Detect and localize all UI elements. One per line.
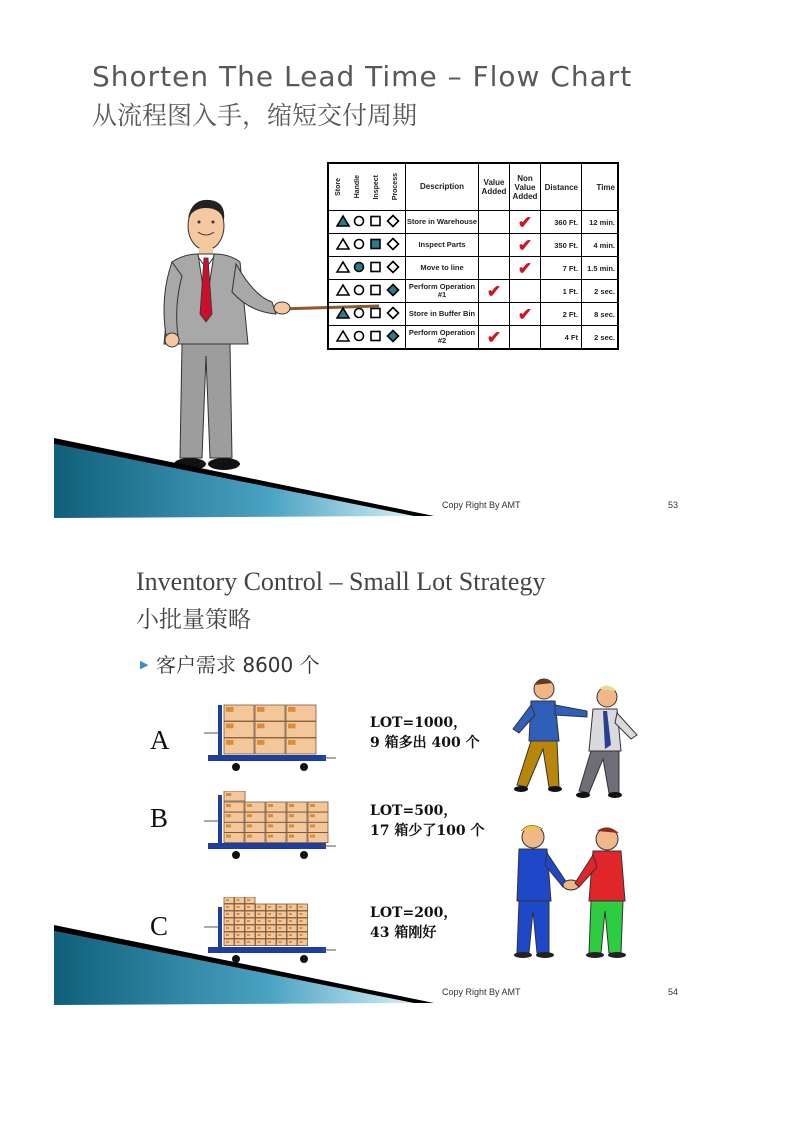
footer-copyright: Copy Right By AMT — [442, 500, 521, 510]
box-label — [247, 913, 250, 915]
box-label — [289, 814, 294, 817]
time-cell: 8 sec. — [582, 303, 619, 326]
box-label — [288, 740, 296, 745]
box — [266, 822, 286, 832]
process-diamond-icon — [388, 308, 399, 319]
check-icon: ✔ — [517, 304, 533, 324]
page-number: 53 — [668, 500, 679, 510]
box-label — [247, 920, 250, 922]
box-label — [257, 740, 265, 745]
symbol-cell — [328, 303, 406, 326]
box-label — [268, 920, 271, 922]
value-added-cell — [479, 257, 510, 280]
description-cell: Move to line — [406, 257, 479, 280]
description-cell: Store in Buffer Bin — [406, 303, 479, 326]
box — [224, 822, 244, 832]
check-icon: ✔ — [486, 327, 502, 347]
value-added-cell — [479, 303, 510, 326]
process-symbols — [329, 257, 405, 277]
slide-54 — [54, 545, 694, 1005]
decorative-swoosh — [54, 925, 454, 1005]
handle-circle-icon — [355, 217, 364, 226]
time-cell: 2 sec. — [582, 280, 619, 303]
process-symbols — [329, 303, 405, 323]
box-label — [226, 899, 229, 901]
store-triangle-icon — [337, 262, 349, 272]
box — [245, 822, 265, 832]
box — [308, 822, 328, 832]
box-label — [268, 913, 271, 915]
process-symbols — [329, 326, 405, 346]
box-label — [268, 804, 273, 807]
header-store: Store — [335, 178, 342, 196]
box-label — [247, 899, 250, 901]
non-value-added-cell — [510, 280, 541, 303]
arguing-men-illustration — [509, 675, 644, 805]
box-label — [258, 920, 261, 922]
distance-cell: 7 Ft. — [541, 257, 582, 280]
symbol-headers — [328, 163, 406, 211]
handle-circle-icon — [355, 286, 364, 295]
process-diamond-icon — [388, 331, 399, 342]
handle-circle-icon — [355, 309, 364, 318]
description-cell: Perform Operation #1 — [406, 280, 479, 303]
slide-53 — [54, 58, 694, 518]
box-label — [288, 707, 296, 712]
value-added-cell — [479, 234, 510, 257]
value-added-cell — [479, 211, 510, 234]
description-cell: Inspect Parts — [406, 234, 479, 257]
footer-copyright: Copy Right By AMT — [442, 987, 521, 997]
handle-circle-icon — [355, 263, 364, 272]
header-value-added: Value Added — [479, 163, 510, 211]
box-label — [310, 814, 315, 817]
distance-cell: 350 Ft. — [541, 234, 582, 257]
option-a-text — [370, 713, 480, 753]
store-triangle-icon — [337, 239, 349, 249]
box-label — [279, 913, 282, 915]
box-label — [289, 835, 294, 838]
box-label — [289, 804, 294, 807]
non-value-added-cell — [510, 234, 541, 257]
pallet-cart-b — [204, 791, 339, 861]
non-value-added-cell — [510, 303, 541, 326]
box-label — [258, 906, 261, 908]
process-symbols — [329, 234, 405, 254]
table-header-row — [328, 163, 618, 211]
slide-subtitle: 从流程图入手，缩短交付周期 — [92, 101, 418, 130]
box-label — [268, 835, 273, 838]
description-cell: Store in Warehouse — [406, 211, 479, 234]
time-cell: 2 sec. — [582, 326, 619, 350]
value-added-cell — [479, 280, 510, 303]
process-diamond-icon — [388, 262, 399, 273]
box-label — [310, 804, 315, 807]
box-label — [300, 920, 303, 922]
box-label — [258, 913, 261, 915]
decorative-swoosh — [54, 438, 454, 518]
box — [287, 812, 307, 822]
box-label — [257, 707, 265, 712]
slide-subtitle: 小批量策略 — [136, 607, 251, 633]
box-label — [226, 707, 234, 712]
handshake-illustration — [509, 821, 634, 961]
box-label — [226, 913, 229, 915]
header-description: Description — [406, 163, 479, 211]
box — [224, 812, 244, 822]
header-time: Time — [582, 163, 619, 211]
header-distance: Distance — [541, 163, 582, 211]
box-label — [247, 814, 252, 817]
table-row — [328, 234, 618, 257]
option-b-line2: 17 箱少了100 个 — [370, 823, 485, 839]
box-label — [237, 920, 240, 922]
symbol-cell — [328, 326, 406, 350]
symbol-cell — [328, 234, 406, 257]
table-row — [328, 326, 618, 350]
box-label — [279, 920, 282, 922]
symbol-cell — [328, 257, 406, 280]
box-label — [226, 824, 231, 827]
box-label — [300, 913, 303, 915]
time-cell: 12 min. — [582, 211, 619, 234]
box-label — [268, 824, 273, 827]
option-a-letter: A — [150, 725, 170, 755]
process-symbols — [329, 280, 405, 300]
time-cell: 4 min. — [582, 234, 619, 257]
store-triangle-icon — [337, 216, 349, 226]
box-label — [289, 824, 294, 827]
check-icon: ✔ — [517, 258, 533, 278]
box — [266, 812, 286, 822]
box-label — [268, 906, 271, 908]
box-label — [226, 793, 231, 796]
option-a-line1: LOT=1000， — [370, 715, 468, 731]
table-row — [328, 211, 618, 234]
header-process: Process — [392, 173, 399, 201]
distance-cell: 2 Ft. — [541, 303, 582, 326]
box-label — [226, 814, 231, 817]
slide-title: Inventory Control – Small Lot Strategy — [136, 567, 546, 596]
box — [308, 812, 328, 822]
process-diamond-icon — [388, 216, 399, 227]
non-value-added-cell — [510, 326, 541, 350]
symbol-cell — [328, 211, 406, 234]
option-b-letter: B — [150, 803, 169, 833]
non-value-added-cell — [510, 211, 541, 234]
box-label — [247, 824, 252, 827]
distance-cell: 360 Ft. — [541, 211, 582, 234]
box-label — [226, 724, 234, 729]
header-non-value-added: Non Value Added — [510, 163, 541, 211]
box — [287, 822, 307, 832]
inspect-square-icon — [371, 332, 380, 341]
box-label — [237, 906, 240, 908]
handle-circle-icon — [355, 332, 364, 341]
bullet-demand: 客户需求 8600 个 — [156, 653, 320, 677]
option-b-line1: LOT=500， — [370, 803, 458, 819]
description-cell: Perform Operation #2 — [406, 326, 479, 350]
process-diamond-icon — [388, 285, 399, 296]
box — [245, 812, 265, 822]
option-a-line2: 9 箱多出 400 个 — [370, 735, 480, 751]
box-label — [226, 906, 229, 908]
inspect-square-icon — [371, 263, 380, 272]
option-c-letter: C — [150, 911, 169, 941]
process-diamond-icon — [388, 239, 399, 250]
box-label — [226, 835, 231, 838]
process-symbols — [329, 211, 405, 231]
handle-circle-icon — [355, 240, 364, 249]
time-cell: 1.5 min. — [582, 257, 619, 280]
flow-chart-table — [327, 162, 619, 350]
store-triangle-icon — [337, 285, 349, 295]
box-label — [310, 835, 315, 838]
inspect-square-icon — [371, 240, 380, 249]
box-label — [288, 724, 296, 729]
box-label — [310, 824, 315, 827]
box-label — [226, 920, 229, 922]
option-b-text — [370, 801, 484, 841]
box-label — [237, 913, 240, 915]
distance-cell: 4 Ft — [541, 326, 582, 350]
page-number: 54 — [668, 987, 679, 997]
table-row — [328, 303, 618, 326]
check-icon: ✔ — [486, 281, 502, 301]
distance-cell: 1 Ft. — [541, 280, 582, 303]
box-label — [289, 913, 292, 915]
box-label — [247, 804, 252, 807]
check-icon: ✔ — [517, 235, 533, 255]
box-label — [300, 906, 303, 908]
non-value-added-cell — [510, 257, 541, 280]
store-triangle-icon — [337, 331, 349, 341]
header-handle: Handle — [354, 175, 361, 199]
box-label — [257, 724, 265, 729]
inspect-square-icon — [371, 217, 380, 226]
box-label — [279, 906, 282, 908]
slide-title: Shorten The Lead Time – Flow Chart — [92, 60, 633, 93]
box-label — [237, 899, 240, 901]
symbol-cell — [328, 280, 406, 303]
box-label — [289, 906, 292, 908]
bullet-arrow-icon: ▶ — [140, 658, 149, 671]
inspect-square-icon — [371, 286, 380, 295]
option-c-line2: 43 箱刚好 — [370, 925, 437, 941]
box-label — [268, 814, 273, 817]
table-row — [328, 257, 618, 280]
value-added-cell — [479, 326, 510, 350]
box-label — [247, 906, 250, 908]
table-row — [328, 280, 618, 303]
pallet-cart-a — [204, 703, 339, 773]
inspect-square-icon — [371, 309, 380, 318]
box-label — [226, 804, 231, 807]
box-label — [247, 835, 252, 838]
box-label — [289, 920, 292, 922]
header-inspect: Inspect — [373, 174, 380, 200]
box-label — [226, 740, 234, 745]
check-icon: ✔ — [517, 212, 533, 232]
option-c-line1: LOT=200， — [370, 905, 458, 921]
store-triangle-icon — [337, 308, 349, 318]
